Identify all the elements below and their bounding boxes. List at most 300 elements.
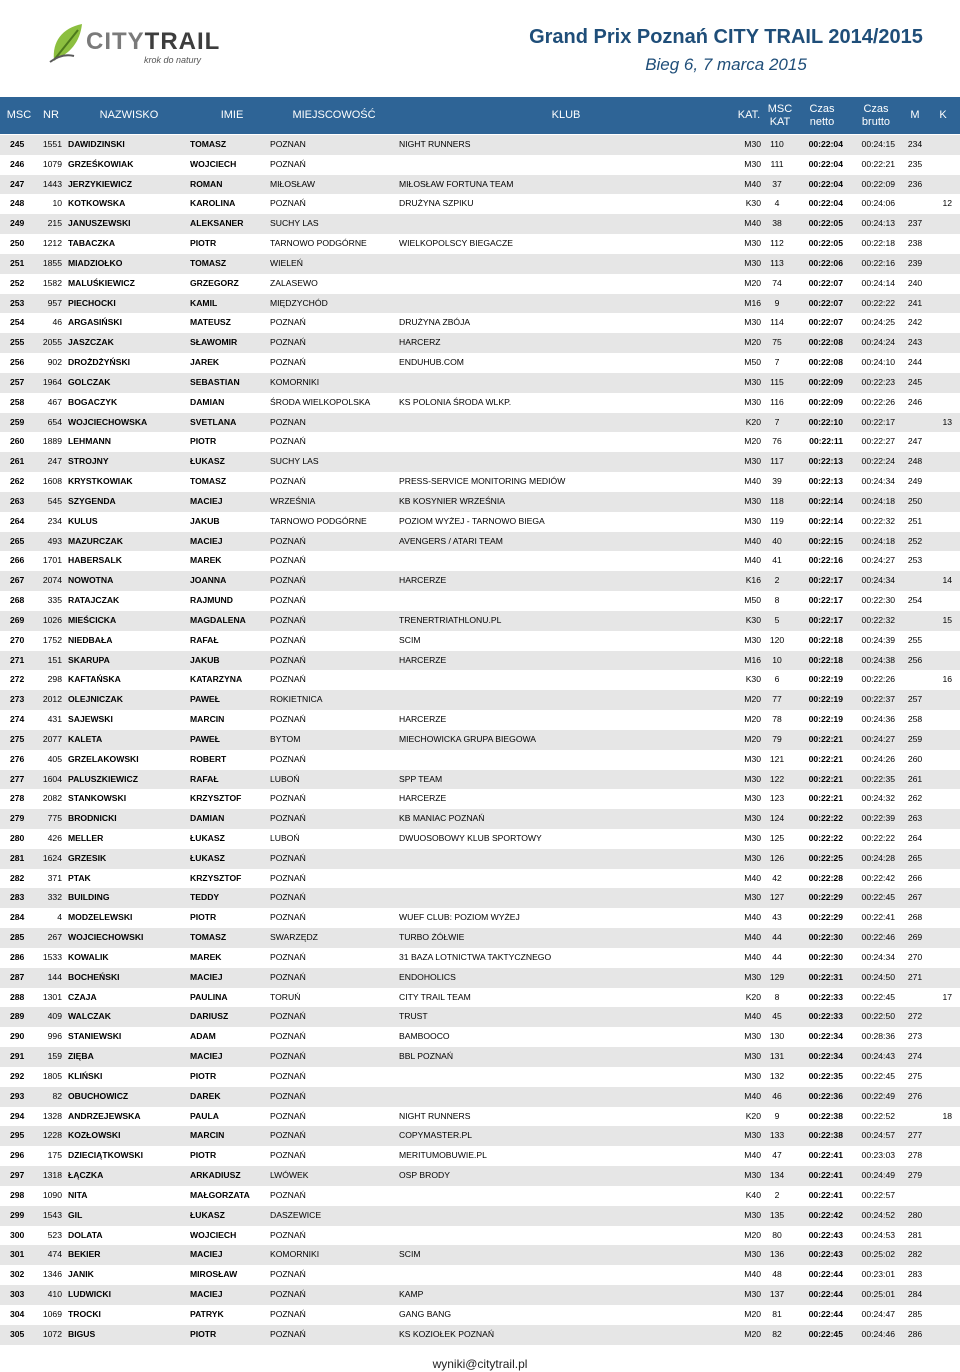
cell-imie: MAGDALENA — [190, 614, 246, 625]
cell-nazwisko: LEHMANN — [68, 436, 111, 447]
cell-k: 15 — [942, 614, 952, 625]
table-row — [0, 1166, 960, 1186]
cell-nazwisko: JERZYKIEWICZ — [68, 178, 132, 189]
cell-miejscowosc: WIELEŃ — [270, 257, 303, 268]
cell-brutto: 00:24:47 — [861, 1308, 895, 1319]
cell-miejscowosc: POZNAŃ — [270, 337, 306, 348]
cell-m — [900, 1186, 930, 1206]
cell-msc-kat: 113 — [770, 257, 784, 268]
cell-kat: M20 — [744, 1308, 761, 1319]
cell-netto: 00:22:17 — [808, 595, 843, 606]
cell-msc: 281 — [10, 852, 25, 863]
cell-netto: 00:22:22 — [808, 813, 843, 824]
cell-msc-kat: 110 — [770, 139, 784, 149]
cell-k — [930, 730, 952, 750]
cell-kat: M30 — [744, 1031, 761, 1042]
table-row — [0, 750, 960, 770]
cell-kat: M30 — [744, 238, 761, 249]
cell-m — [900, 670, 930, 690]
cell-m: 254 — [907, 595, 923, 606]
col-imie: IMIE — [220, 109, 244, 121]
cell-imie: DARIUSZ — [190, 1011, 229, 1022]
cell-msc: 275 — [10, 733, 25, 744]
cell-msc: 304 — [10, 1308, 25, 1319]
table-row — [0, 393, 960, 413]
cell-kat: K30 — [745, 674, 761, 685]
cell-kat: M30 — [744, 1209, 761, 1220]
cell-m: 244 — [907, 357, 923, 368]
cell-netto: 00:22:21 — [808, 733, 843, 744]
cell-m: 236 — [907, 178, 923, 189]
cell-m: 238 — [907, 238, 923, 249]
cell-netto: 00:22:42 — [808, 1209, 843, 1220]
cell-miejscowosc: LWÓWEK — [270, 1170, 309, 1181]
cell-msc: 259 — [10, 416, 25, 427]
cell-m: 273 — [907, 1031, 923, 1042]
cell-m: 277 — [907, 1130, 923, 1141]
cell-miejscowosc: POZNAŃ — [270, 1189, 306, 1200]
cell-k — [930, 452, 952, 472]
cell-nr: 409 — [47, 1011, 62, 1022]
cell-m: 253 — [907, 555, 923, 566]
cell-nr: 996 — [47, 1031, 62, 1042]
cell-imie: ŁUKASZ — [190, 1209, 225, 1220]
cell-klub: HARCERZE — [399, 654, 447, 665]
cell-msc: 268 — [10, 595, 25, 606]
cell-klub — [399, 750, 699, 770]
cell-msc: 260 — [10, 436, 25, 447]
cell-nazwisko: JANIK — [68, 1269, 94, 1280]
cell-klub: OSP BRODY — [399, 1170, 450, 1181]
cell-klub — [399, 670, 699, 690]
cell-m — [900, 611, 930, 631]
cell-kat: M40 — [744, 912, 761, 923]
cell-netto: 00:22:09 — [808, 376, 843, 387]
cell-klub: GANG BANG — [399, 1308, 452, 1319]
cell-kat: M40 — [744, 1150, 761, 1161]
cell-imie: MAŁGORZATA — [190, 1189, 250, 1200]
cell-netto: 00:22:34 — [808, 1031, 843, 1042]
cell-k — [930, 432, 952, 452]
cell-brutto: 00:23:03 — [861, 1150, 895, 1161]
cell-klub: HARCERZE — [399, 714, 447, 725]
cell-msc-kat: 127 — [769, 892, 785, 903]
cell-netto: 00:22:15 — [808, 535, 843, 546]
cell-k — [930, 373, 952, 393]
cell-msc-kat: 40 — [772, 535, 782, 546]
cell-imie: SEBASTIAN — [190, 376, 240, 387]
cell-klub: TRENERTRIATHLONU.PL — [399, 614, 502, 625]
cell-miejscowosc: POZNAŃ — [270, 971, 306, 982]
cell-m: 275 — [907, 1070, 923, 1081]
cell-miejscowosc: POZNAŃ — [270, 357, 306, 368]
cell-imie: KRZYSZTOF — [190, 872, 242, 883]
cell-kat: M30 — [744, 813, 761, 824]
cell-klub: DWUOSOBOWY KLUB SPORTOWY — [399, 832, 542, 843]
cell-m: 252 — [907, 535, 923, 546]
cell-k — [930, 1325, 952, 1345]
table-row — [0, 1265, 960, 1285]
cell-netto: 00:22:44 — [808, 1289, 843, 1300]
cell-msc-kat: 111 — [770, 158, 784, 169]
cell-nazwisko: BOGACZYK — [68, 396, 118, 407]
cell-brutto: 00:22:26 — [861, 396, 895, 407]
cell-brutto: 00:22:22 — [861, 297, 895, 308]
cell-klub: WUEF CLUB: POZIOM WYŻEJ — [399, 912, 520, 923]
cell-miejscowosc: POZNAŃ — [270, 813, 306, 824]
cell-miejscowosc: ZALASEWO — [270, 277, 318, 288]
cell-m: 266 — [907, 872, 923, 883]
cell-kat: M30 — [744, 1051, 761, 1062]
cell-msc: 270 — [10, 634, 25, 645]
cell-msc-kat: 41 — [772, 555, 782, 566]
cell-brutto: 00:24:36 — [861, 714, 895, 725]
cell-k — [930, 888, 952, 908]
col-msc-kat: MSC KAT — [767, 102, 793, 128]
cell-brutto: 00:24:25 — [861, 317, 895, 328]
col-k: K — [939, 109, 947, 121]
cell-nazwisko: PTAK — [68, 872, 91, 883]
col-miejscowosc: MIEJSCOWOŚĆ — [292, 109, 376, 121]
cell-msc: 256 — [10, 357, 25, 368]
table-row — [0, 988, 960, 1008]
cell-m: 241 — [907, 297, 923, 308]
cell-msc: 276 — [10, 753, 25, 764]
cell-miejscowosc: POZNAŃ — [270, 912, 306, 923]
cell-nr: 2082 — [42, 793, 62, 804]
cell-klub: POZIOM WYŻEJ - TARNOWO BIEGA — [399, 515, 545, 526]
table-row — [0, 651, 960, 671]
col-brutto: Czas brutto — [861, 102, 891, 128]
cell-brutto: 00:25:01 — [861, 1289, 895, 1300]
cell-miejscowosc: POZNAŃ — [270, 1150, 306, 1161]
logo-bold: TRAIL — [144, 28, 221, 55]
cell-nazwisko: HABERSALK — [68, 555, 122, 566]
cell-brutto: 00:25:02 — [861, 1249, 895, 1260]
cell-m: 278 — [907, 1150, 923, 1161]
cell-kat: K20 — [745, 416, 761, 427]
cell-klub: COPYMASTER.PL — [399, 1130, 473, 1141]
cell-kat: M30 — [744, 257, 761, 268]
cell-miejscowosc: LUBOŃ — [270, 832, 300, 843]
cell-nr: 10 — [52, 198, 62, 209]
table-row — [0, 1226, 960, 1246]
cell-kat: M40 — [744, 535, 761, 546]
cell-miejscowosc: POZNAŃ — [270, 198, 306, 209]
cell-k — [930, 551, 952, 571]
cell-miejscowosc: ŚRODA WIELKOPOLSKA — [270, 396, 371, 407]
cell-netto: 00:22:28 — [808, 872, 843, 883]
cell-imie: RAJMUND — [190, 595, 233, 606]
cell-imie: PIOTR — [190, 436, 217, 447]
cell-miejscowosc: POZNAŃ — [270, 476, 306, 487]
cell-brutto: 00:24:10 — [861, 357, 895, 368]
cell-nr: 2012 — [42, 694, 62, 705]
cell-imie: WOJCIECH — [190, 1229, 237, 1240]
table-row — [0, 294, 960, 314]
table-row — [0, 730, 960, 750]
cell-k: 18 — [942, 1110, 952, 1121]
cell-kat: M50 — [744, 595, 761, 606]
cell-miejscowosc: POZNAŃ — [270, 1289, 306, 1300]
table-row — [0, 670, 960, 690]
cell-brutto: 00:24:26 — [861, 753, 895, 764]
table-row — [0, 194, 960, 214]
cell-imie: ROBERT — [190, 753, 227, 764]
cell-kat: M40 — [744, 1269, 761, 1280]
cell-k: 14 — [942, 575, 952, 586]
cell-kat: M40 — [744, 1090, 761, 1101]
cell-msc-kat: 5 — [774, 614, 780, 625]
cell-k — [930, 750, 952, 770]
results-table — [0, 135, 960, 1345]
cell-nazwisko: ANDRZEJEWSKA — [68, 1110, 141, 1121]
cell-brutto: 00:22:52 — [861, 1110, 895, 1121]
cell-netto: 00:22:43 — [808, 1229, 843, 1240]
table-row — [0, 1027, 960, 1047]
table-row — [0, 1107, 960, 1127]
table-row — [0, 948, 960, 968]
cell-nr: 1301 — [42, 991, 62, 1002]
cell-msc-kat: 117 — [770, 456, 784, 467]
cell-klub: NIGHT RUNNERS — [399, 1110, 471, 1121]
cell-msc-kat: 82 — [772, 1328, 782, 1339]
cell-msc: 286 — [10, 951, 25, 962]
logo-wordmark — [86, 28, 220, 56]
cell-nazwisko: RATAJCZAK — [68, 595, 120, 606]
cell-klub — [399, 849, 699, 869]
cell-kat: M40 — [744, 1011, 761, 1022]
cell-nr: 426 — [47, 832, 62, 843]
col-nazwisko: NAZWISKO — [99, 109, 159, 121]
cell-miejscowosc: POZNAN — [270, 416, 306, 427]
cell-msc: 277 — [10, 773, 25, 784]
cell-klub: AVENGERS / ATARI TEAM — [399, 535, 503, 546]
cell-imie: DAMIAN — [190, 813, 225, 824]
cell-k — [930, 393, 952, 413]
cell-msc: 255 — [10, 337, 25, 348]
cell-nr: 234 — [47, 515, 62, 526]
cell-k — [930, 809, 952, 829]
cell-k — [930, 591, 952, 611]
cell-msc: 264 — [10, 515, 25, 526]
cell-nazwisko: GRZESIK — [68, 852, 107, 863]
cell-msc-kat: 9 — [774, 1110, 780, 1121]
cell-msc: 282 — [10, 872, 25, 883]
cell-brutto: 00:22:41 — [861, 912, 895, 923]
cell-imie: PIOTR — [190, 1328, 217, 1339]
cell-m: 267 — [907, 892, 923, 903]
cell-brutto: 00:24:49 — [861, 1170, 895, 1181]
cell-nr: 1026 — [42, 614, 62, 625]
cell-imie: MATEUSZ — [190, 317, 231, 328]
cell-nazwisko: JASZCZAK — [68, 337, 114, 348]
cell-nazwisko: CZAJA — [68, 991, 97, 1002]
cell-imie: ŁUKASZ — [190, 832, 225, 843]
cell-miejscowosc: POZNAŃ — [270, 1031, 306, 1042]
cell-msc-kat: 74 — [772, 277, 782, 288]
cell-msc: 273 — [10, 694, 25, 705]
cell-m: 272 — [907, 1011, 923, 1022]
cell-msc-kat: 136 — [769, 1249, 785, 1260]
cell-msc: 300 — [10, 1229, 25, 1240]
cell-msc-kat: 9 — [774, 297, 780, 308]
cell-miejscowosc: ROKIETNICA — [270, 694, 323, 705]
cell-nr: 1069 — [42, 1308, 62, 1319]
table-row — [0, 135, 960, 155]
table-row — [0, 1245, 960, 1265]
cell-netto: 00:22:25 — [808, 852, 843, 863]
cell-msc-kat: 121 — [769, 753, 785, 764]
cell-miejscowosc: POZNAŃ — [270, 1269, 306, 1280]
cell-nr: 1079 — [42, 158, 62, 169]
cell-nazwisko: ŁĄCZKA — [68, 1170, 104, 1181]
cell-msc-kat: 130 — [769, 1031, 785, 1042]
cell-miejscowosc: POZNAN — [270, 139, 306, 149]
cell-imie: ALEKSANER — [190, 218, 244, 229]
cell-kat: M20 — [744, 1229, 761, 1240]
cell-nr: 467 — [47, 396, 62, 407]
cell-k — [930, 928, 952, 948]
cell-imie: ADAM — [190, 1031, 216, 1042]
cell-kat: M50 — [744, 357, 761, 368]
cell-kat: M30 — [744, 1249, 761, 1260]
cell-nazwisko: MODZELEWSKI — [68, 912, 133, 923]
cell-nazwisko: DOLATA — [68, 1229, 103, 1240]
cell-kat: K40 — [745, 1189, 761, 1200]
cell-msc-kat: 2 — [774, 1189, 780, 1200]
cell-msc: 252 — [10, 277, 25, 288]
cell-imie: PAWEŁ — [190, 694, 220, 705]
cell-netto: 00:22:08 — [808, 337, 843, 348]
cell-nazwisko: KRYSTKOWIAK — [68, 476, 133, 487]
cell-imie: MAREK — [190, 555, 222, 566]
cell-nr: 1855 — [42, 257, 62, 268]
cell-msc: 267 — [10, 575, 25, 586]
table-row — [0, 472, 960, 492]
title-block — [506, 26, 946, 75]
cell-netto: 00:22:44 — [808, 1269, 843, 1280]
table-row — [0, 452, 960, 472]
cell-miejscowosc: SUCHY LAS — [270, 218, 319, 229]
cell-nr: 298 — [47, 674, 62, 685]
cell-nr: 493 — [47, 535, 62, 546]
cell-brutto: 00:24:57 — [861, 1130, 895, 1141]
cell-brutto: 00:24:43 — [861, 1051, 895, 1062]
table-row — [0, 1067, 960, 1087]
cell-brutto: 00:24:06 — [861, 198, 895, 209]
cell-brutto: 00:24:52 — [861, 1209, 895, 1220]
cell-kat: K16 — [745, 575, 761, 586]
cell-k — [930, 789, 952, 809]
table-row — [0, 234, 960, 254]
cell-netto: 00:22:30 — [808, 951, 843, 962]
cell-kat: M30 — [744, 1170, 761, 1181]
cell-miejscowosc: POZNAŃ — [270, 1328, 306, 1339]
cell-nazwisko: NITA — [68, 1189, 88, 1200]
cell-nazwisko: MALUŚKIEWICZ — [68, 277, 135, 288]
cell-nr: 2055 — [42, 337, 62, 348]
cell-k — [930, 532, 952, 552]
cell-m: 274 — [907, 1051, 923, 1062]
cell-klub: MIECHOWICKA GRUPA BIEGOWA — [399, 733, 537, 744]
cell-m: 255 — [907, 634, 923, 645]
cell-msc-kat: 48 — [772, 1269, 782, 1280]
cell-netto: 00:22:38 — [808, 1130, 843, 1141]
cell-msc: 293 — [10, 1090, 25, 1101]
cell-nr: 4 — [57, 912, 62, 923]
cell-m — [900, 194, 930, 214]
cell-msc: 263 — [10, 495, 25, 506]
cell-netto: 00:22:34 — [808, 1051, 843, 1062]
cell-imie: ŁUKASZ — [190, 456, 225, 467]
cell-miejscowosc: POZNAŃ — [270, 634, 306, 645]
cell-nr: 1543 — [42, 1209, 62, 1220]
cell-nazwisko: KAFTAŃSKA — [68, 674, 121, 685]
cell-k — [930, 770, 952, 790]
cell-brutto: 00:24:27 — [861, 555, 895, 566]
cell-msc-kat: 125 — [769, 832, 785, 843]
cell-klub: ENDUHUB.COM — [399, 357, 464, 368]
cell-nazwisko: PALUSZKIEWICZ — [68, 773, 139, 784]
cell-msc: 285 — [10, 932, 25, 943]
cell-msc: 292 — [10, 1070, 25, 1081]
table-row — [0, 274, 960, 294]
table-row — [0, 432, 960, 452]
cell-nr: 1533 — [42, 951, 62, 962]
cell-kat: M30 — [744, 892, 761, 903]
cell-netto: 00:22:04 — [808, 139, 843, 149]
cell-kat: M30 — [744, 158, 761, 169]
cell-klub: MIŁOSŁAW FORTUNA TEAM — [399, 178, 514, 189]
cell-nr: 46 — [52, 317, 62, 328]
cell-nr: 545 — [47, 495, 62, 506]
cell-kat: M30 — [744, 753, 761, 764]
cell-m: 251 — [907, 515, 923, 526]
table-row — [0, 1305, 960, 1325]
cell-msc-kat: 79 — [772, 733, 782, 744]
cell-klub: HARCERZ — [399, 337, 441, 348]
table-row — [0, 532, 960, 552]
cell-m: 242 — [907, 317, 923, 328]
cell-imie: PATRYK — [190, 1308, 224, 1319]
cell-m: 247 — [907, 436, 923, 447]
table-row — [0, 1186, 960, 1206]
cell-msc-kat: 115 — [770, 376, 784, 387]
cell-k — [930, 472, 952, 492]
cell-netto: 00:22:30 — [808, 932, 843, 943]
cell-m: 235 — [907, 158, 923, 169]
cell-msc: 250 — [10, 238, 25, 249]
cell-k — [930, 512, 952, 532]
cell-msc-kat: 135 — [769, 1209, 785, 1220]
cell-klub — [399, 1265, 699, 1285]
cell-nazwisko: STROJNY — [68, 456, 109, 467]
cell-netto: 00:22:41 — [808, 1150, 843, 1161]
cell-msc-kat: 44 — [772, 951, 782, 962]
cell-miejscowosc: POZNAŃ — [270, 1011, 306, 1022]
cell-msc-kat: 43 — [772, 912, 782, 923]
cell-msc: 291 — [10, 1051, 25, 1062]
table-row — [0, 611, 960, 631]
cell-msc-kat: 7 — [774, 357, 780, 368]
cell-brutto: 00:22:37 — [861, 694, 895, 705]
cell-nr: 144 — [47, 971, 62, 982]
cell-m: 248 — [907, 456, 923, 467]
cell-klub: SCIM — [399, 634, 421, 645]
cell-klub — [399, 373, 699, 393]
cell-m: 234 — [907, 139, 923, 149]
